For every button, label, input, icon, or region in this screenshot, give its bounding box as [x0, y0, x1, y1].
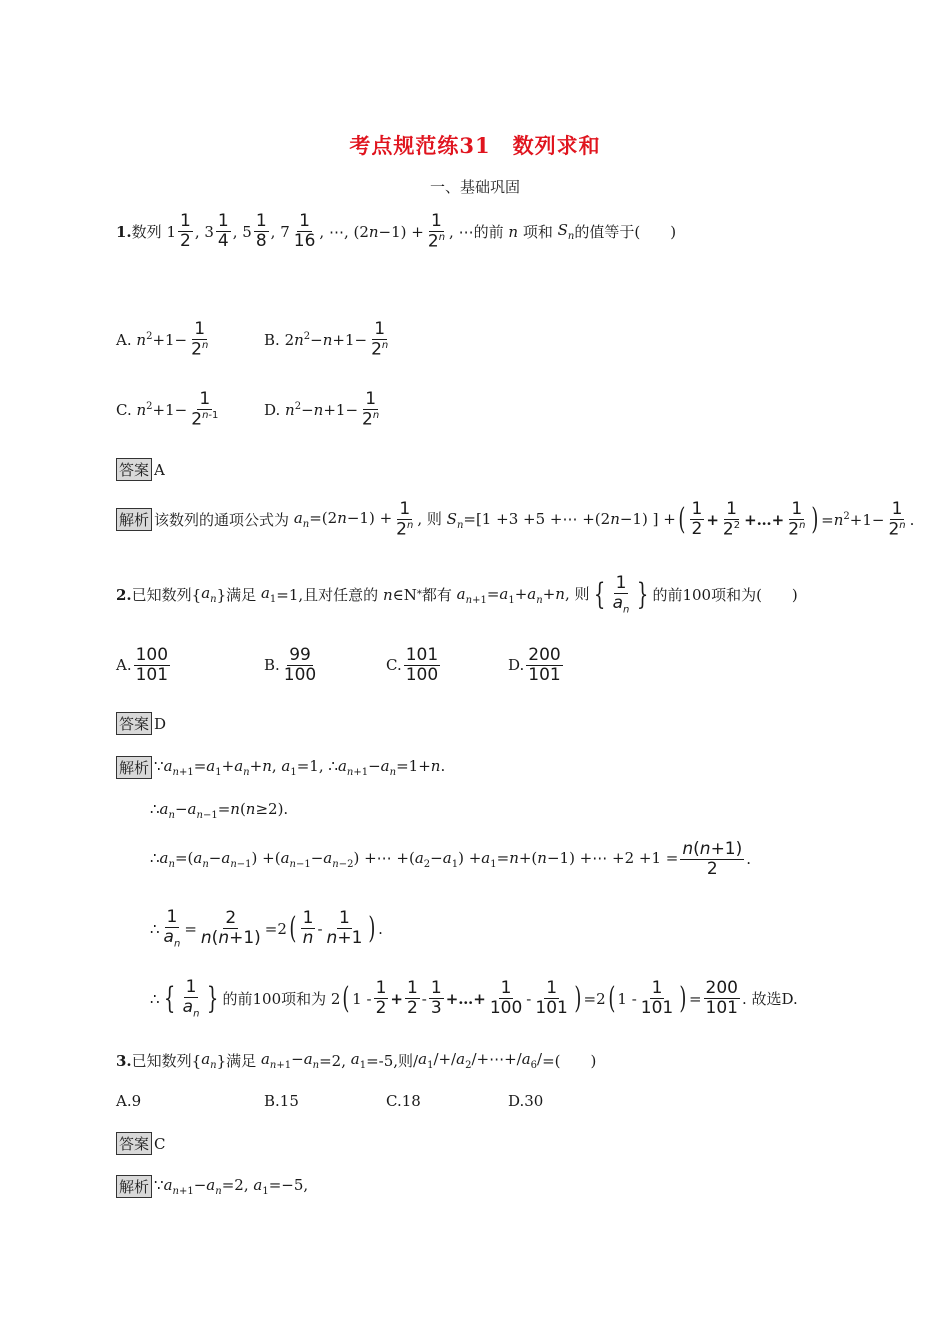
q3-stem: 3. 已知数列{ $a_n$ }满足 $a_{n+1}-a_n$ =2, $a_1$ =-5,则/ $a_1/+/a_2/+\cdots+/a_6/$ =( ) [116, 1050, 597, 1071]
q1-stem-a: 数列 [131, 223, 162, 242]
q2-answer: 答案 D [116, 712, 166, 735]
q3-option-a: A.9 [116, 1092, 142, 1110]
q2-option-d: D. $\frac{200}{101}$ [508, 645, 561, 685]
q2-option-a: A. $\frac{100}{101}$ [116, 645, 169, 685]
q2-analysis-line3: $\therefore a_n=(a_n-a_{n-1}) +(a_{n-1}-a_{n-2})$ +⋯ $+(a_2-a_1) +a_1=n+(n-1)$ +⋯ +2 +1 = $\frac{n(n+1)}{2}$ . [150, 839, 752, 879]
q1-number: 1. [116, 222, 132, 241]
q1-option-b: B. $2n^2-n+1-$ $\frac{1}{2^n}$ [264, 319, 389, 360]
section-heading: 一、基础巩固 [429, 178, 520, 196]
q1-option-a: A. $n^2+1-$ $\frac{1}{2^n}$ [116, 319, 209, 360]
q3-option-d: D.30 [508, 1092, 544, 1110]
q2-analysis-line5: ∴ { $\frac{1}{a_n}$ } 的前100项和为 2 ( 1 - $\frac{1}{2}$ + $\frac{1}{2}$ - $\frac{1}{3}$ +…+ $\frac{1}{100}$ - $\frac{1}{101}$ ) =2 ( 1 - $\frac{1}{101}$ ) = $\frac{200}{101}$ . 故选D. [150, 977, 798, 1020]
answer-label: 答案 [116, 458, 152, 481]
q1-analysis: 解析 该数列的通项公式为 $a_n=(2n-1)$ + $\frac{1}{2^n}$ , 则 $S_n=[1 +3 +5$ +⋯ +(2n−1) ] + ( $\frac{1}{2}$ + $\frac{1}{2^2}$ +…+ $\frac{1}{2^n}$ ) $=n^2+1-$ $\frac{1}{2^n}$ . [116, 500, 914, 539]
q2-option-b: B. $\frac{99}{100}$ [264, 645, 317, 685]
q1-option-c: C. $n^2+1-$ $\frac{1}{2^{n-1}}$ [116, 389, 219, 430]
q1-stem: 1. 数列 1 $\frac{1}{2}$ , 3 $\frac{1}{4}$ , 5 $\frac{1}{8}$ , 7 $\frac{1}{16}$ , ⋯, (2n−1) + $\frac{1}{2^n}$ , ⋯ 的前 n 项和 $S_n$ 的值等于( ) [116, 211, 677, 252]
q2-analysis-line1: 解析 $\because a_{n+1}=a_1+a_n+n$, $a_1=1$, $\therefore a_{n+1}-a_n=1+n$. [116, 756, 445, 779]
q3-analysis: 解析 $\because a_{n+1}-a_n=2$, $a_1=-5$, [116, 1175, 308, 1198]
q3-option-c: C.18 [386, 1092, 421, 1110]
q1-answer: 答案 A [116, 458, 165, 481]
q1-option-d: D. $n^2-n+1-$ $\frac{1}{2^n}$ [264, 389, 380, 430]
q2-analysis-line4: ∴ $\frac{1}{a_n}$ = $\frac{2}{n(n+1)}$ =2 ( $\frac{1}{n}$ - $\frac{1}{n+1}$ ) . [150, 907, 383, 950]
q3-option-b: B.15 [264, 1092, 299, 1110]
q1-stem-b: 的前 [473, 223, 504, 242]
q2-stem: 2. 已知数列{ $a_n$ }满足 $a_1$ =1,且对任意的 n ∈N * 都有 $a_{n+1}=a_1+a_n+n$, 则 { $\frac{1}{a_n}$ } 的前100项和为( ) [116, 573, 798, 616]
q1-stem-c: 项和 [522, 223, 553, 242]
q2-analysis-line2: $\therefore a_n-a_{n-1}=n(n\ge 2)$. [150, 800, 289, 821]
q3-answer: 答案 C [116, 1132, 166, 1155]
analysis-label: 解析 [116, 508, 152, 531]
q1-stem-d: 的值等于( ) [574, 223, 677, 242]
page-title: 考点规范练31 数列求和 [349, 133, 601, 158]
q2-option-c: C. $\frac{101}{100}$ [386, 645, 439, 685]
